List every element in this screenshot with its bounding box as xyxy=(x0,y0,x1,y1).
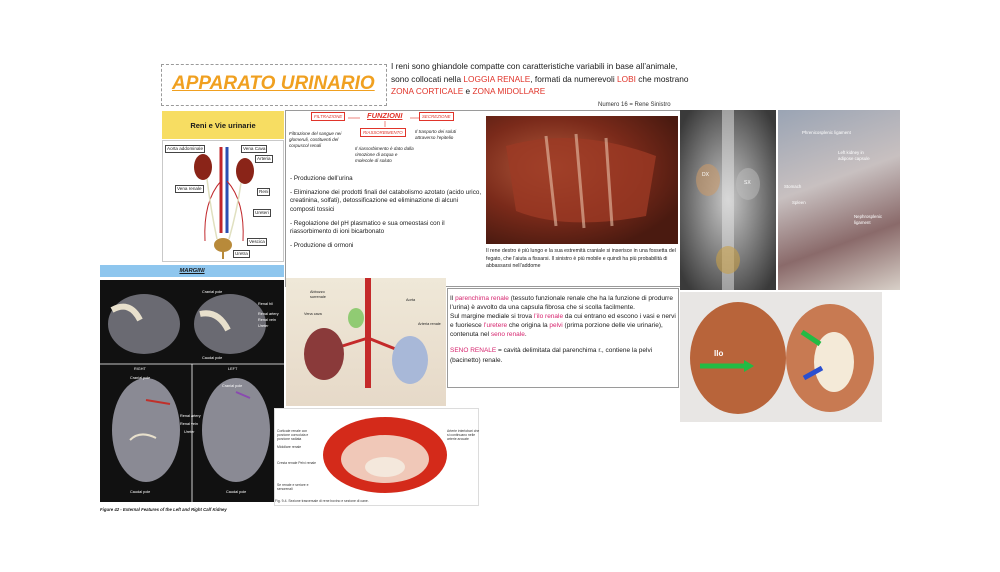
cross-section-caption: Fig. 9-4. Sezione trasversale di rene bovino e sezione di cane. xyxy=(275,499,369,503)
funzione-item: - Produzione di ormoni xyxy=(290,242,354,250)
reni-header: Reni e Vie urinarie xyxy=(162,111,284,139)
xray-image xyxy=(680,110,776,290)
label-midollare: Midollare renale xyxy=(277,445,302,449)
label-spleen: Spleen xyxy=(792,200,806,205)
funzione-item: - Eliminazione dei prodotti finali del catabolismo azotato (acido urico, creatinina, solfati), detossificazione ed eliminazione di alcuni composti tossici xyxy=(290,189,482,213)
parenchima-paragraph-1 xyxy=(450,294,680,312)
zona-midollare-term: ZONA MIDOLLARE xyxy=(472,86,546,96)
intro-text xyxy=(391,60,731,98)
seno-renale-term: seno renale xyxy=(490,331,525,339)
xray-label-dx: DX xyxy=(702,172,709,178)
parenchima-term: parenchima renale xyxy=(455,295,509,302)
ilo-renale-term: l’ilo renale xyxy=(533,313,564,321)
label-renal-vein-top: Renal vein xyxy=(258,318,276,322)
label-ureter: Ureter xyxy=(184,430,195,434)
label-arteria: Arteria xyxy=(257,156,271,161)
calf-kidney-panel xyxy=(100,280,284,502)
label-vescica: Vescica xyxy=(249,239,265,244)
label-arterie: Arterie interlobari che si continuano nelle arterie arcuate xyxy=(447,429,480,441)
halved-kidney-illustration xyxy=(680,292,882,422)
page-title: APPARATO URINARIO xyxy=(172,73,375,94)
filtrazione-box: FILTRAZIONE xyxy=(311,112,345,121)
label-caudal-pole-left: Caudal pole xyxy=(226,490,247,494)
label-left-kidney: Left kidney in adipose capsule xyxy=(838,150,870,161)
riassorbimento-box: RIASSORBIMENTO xyxy=(360,128,406,137)
margini-bar: MARGINI xyxy=(100,265,284,277)
secrezione-description: Il trasporto dei soluti attraverso l’epitelio xyxy=(415,129,457,140)
label-phrenicosplenic: Phrenicosplenic ligament xyxy=(802,130,851,135)
halved-kidney-photo xyxy=(680,292,882,422)
parenchima-text xyxy=(450,294,680,365)
ilo-label: Ilo xyxy=(714,349,724,358)
label-left: LEFT xyxy=(228,367,238,371)
text-span: (prima porzione delle vie urinarie), contenuta nel xyxy=(450,322,663,339)
label-cranial-pole-right: Cranial pole xyxy=(130,376,151,380)
label-vena-cava: Vena Cava xyxy=(243,146,266,151)
funzione-item: - Regolazione del pH plasmatico e sua omeostasi con il riassorbimento di ioni bicarbonato xyxy=(290,219,445,236)
cross-section-illustration xyxy=(275,409,480,507)
label-aorta: Aorta addominale xyxy=(167,146,204,151)
calf-kidney-illustration xyxy=(100,280,284,502)
label-seno: Se renale e seriore e senorenali xyxy=(277,483,309,491)
label-renal-artery: Renal artery xyxy=(180,414,201,418)
riassorbimento-description: Il riassorbimento è dato dalla rimozione di acqua e molecole di soluto xyxy=(355,146,414,163)
xray-label-sx: SX xyxy=(744,180,751,186)
label-abbozzo-surrenale: Abbozzo surrenale xyxy=(310,290,326,299)
calf-kidney-caption: Figure 42 - External Features of the Left and Right Calf Kidney xyxy=(100,507,227,512)
label-cresta: Cresta renale Pelvi renale xyxy=(277,461,317,465)
label-ureter-top: Ureter xyxy=(258,324,269,328)
aorta-kidney-photo xyxy=(286,278,446,406)
label-vena-cava-photo: Vena cava xyxy=(304,312,322,316)
liver-kidney-photo xyxy=(486,116,678,244)
intro-line-1: I reni sono ghiandole compatte con caratteristiche variabili in base all’animale, xyxy=(391,61,678,71)
figure-reference: Numero 16 = Rene Sinistro xyxy=(598,102,671,108)
parenchima-paragraph-2 xyxy=(450,312,680,339)
anatomy-photo xyxy=(778,110,900,290)
urinary-tract-diagram xyxy=(162,140,284,262)
label-caudal-pole-top: Caudal pole xyxy=(202,356,223,360)
intro-text-span: e xyxy=(463,86,473,96)
label-ureteri: Ureteri xyxy=(255,210,269,215)
label-arteria-renale: Arteria renale xyxy=(418,322,441,326)
intro-text-span: , formati da numerevoli xyxy=(530,73,617,84)
label-renal-hil: Renal hil xyxy=(258,302,273,306)
intro-text-span: sono collocati nella xyxy=(391,73,464,84)
text-span: (tessuto funzionale renale che ha la funzione di produrre l’urina) è avvolto da una capsula fibrosa che si scolla facilmente. xyxy=(450,295,673,312)
liver-photo-illustration xyxy=(486,116,678,244)
pelvi-term: pelvi xyxy=(549,322,563,330)
funzione-item: - Produzione dell’urina xyxy=(290,175,353,182)
text-span: Il xyxy=(450,295,456,302)
funzioni-list xyxy=(290,175,484,256)
xray-illustration xyxy=(680,110,776,290)
filtrazione-description: Filtrazione del sangue nei glomeruli, costituenti del corpuscol renali xyxy=(289,131,342,148)
label-cranial-pole-left: Cranial pole xyxy=(222,384,243,388)
seno-renale-heading: SENO RENALE xyxy=(450,347,497,355)
parenchima-paragraph-3 xyxy=(450,346,680,364)
label-aorta-photo: Aorta xyxy=(406,298,416,302)
text-span: = cavità delimitata dal parenchima r., contiene la pelvi (bacinetto) renale. xyxy=(450,347,653,364)
secrezione-box: SECREZIONE xyxy=(419,112,454,121)
liver-caption: Il rene destro è più lungo e la sua estremità craniale si inserisce in una fossetta del fegato, che l’aiuta a fissarsi. Il sinistro è più mobile e quindi ha più probabilità di abbassarsi nell’addome xyxy=(486,248,676,270)
label-renal-artery-top: Renal artery xyxy=(258,312,279,316)
zona-corticale-term: ZONA CORTICALE xyxy=(391,86,464,96)
label-caudal-pole-right: Caudal pole xyxy=(130,490,151,494)
label-stomach: Stomach xyxy=(784,184,802,189)
uretere-term: l’uretere xyxy=(483,322,508,330)
intro-text-span: che mostrano xyxy=(635,73,689,84)
label-uretra: Uretra xyxy=(235,251,248,256)
text-span: Sul margine mediale si trova xyxy=(450,313,534,321)
label-corticale: Corticale renale con porzione convoluta e porzione radiata xyxy=(277,429,309,441)
label-renal-vein: Renal vein xyxy=(180,422,198,426)
label-vena-renale: Vena renale xyxy=(177,186,202,191)
label-nephrosplenic: Nephrosplenic ligament xyxy=(854,214,883,225)
title-box xyxy=(161,64,387,106)
kidney-cross-section xyxy=(274,408,479,506)
label-cranial-pole-top: Cranial pole xyxy=(202,290,223,294)
lobi-term: LOBI xyxy=(617,73,636,84)
loggia-renale-term: LOGGIA RENALE xyxy=(463,73,531,84)
label-right: RIGHT xyxy=(134,367,146,371)
label-reni: Reni xyxy=(259,189,269,194)
text-span: . xyxy=(524,331,527,339)
text-span: che origina la xyxy=(507,322,550,330)
funzioni-title: FUNZIONI xyxy=(367,111,403,120)
text-span: da cui entrano ed escono i vasi e nervi e fuoriesce xyxy=(450,313,676,330)
